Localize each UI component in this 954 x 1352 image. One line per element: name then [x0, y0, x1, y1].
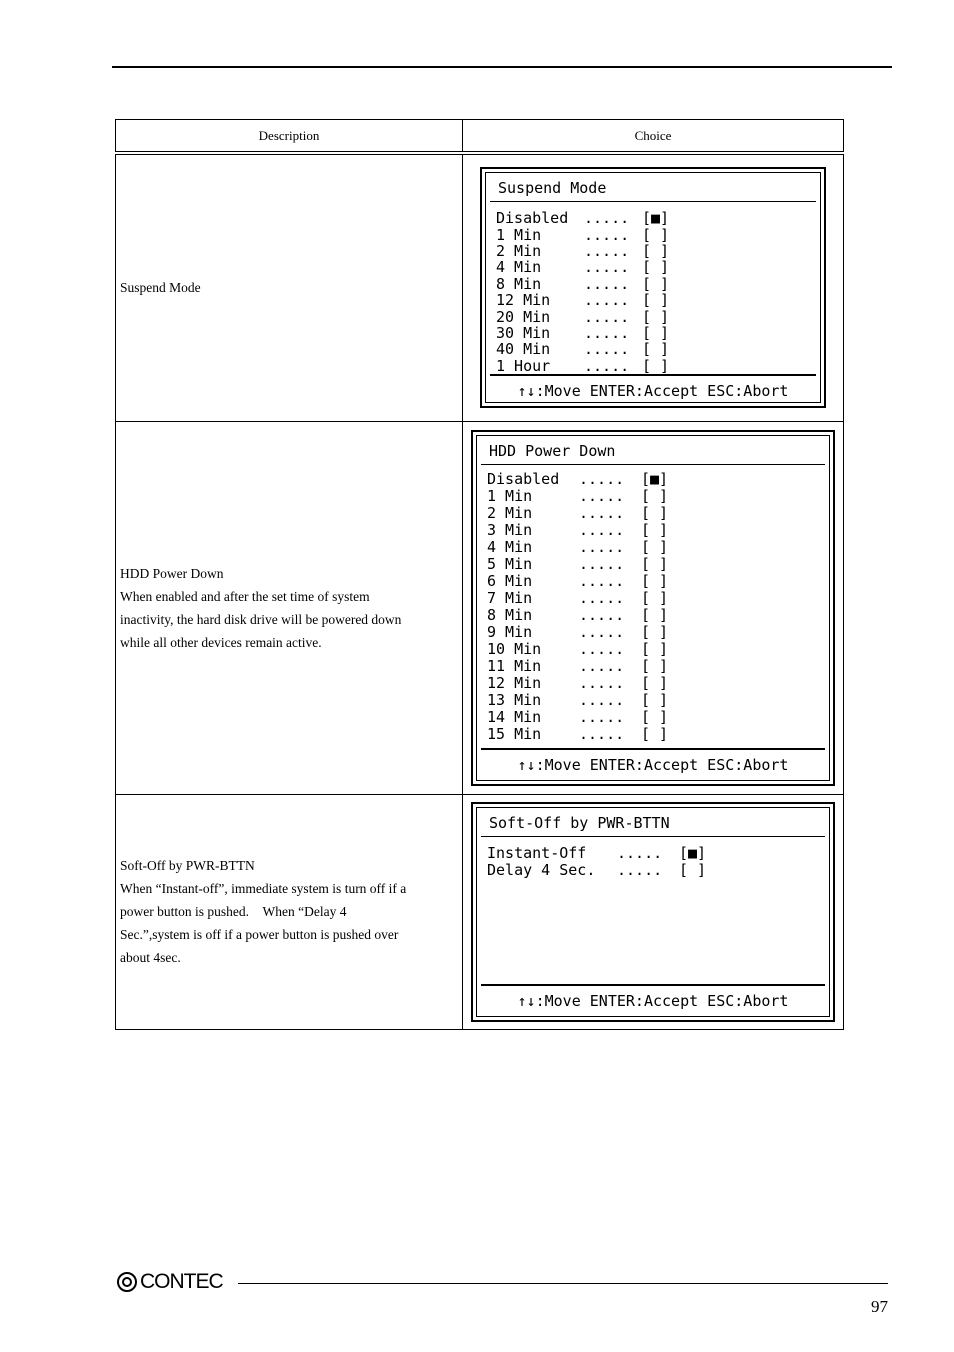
option-dots: .....	[579, 503, 625, 522]
description-cell	[116, 421, 463, 794]
option-dots: .....	[579, 605, 625, 624]
option-item[interactable]	[487, 471, 829, 488]
option-dots: .....	[579, 707, 625, 726]
option-item[interactable]	[487, 862, 829, 879]
bios-dialog-soft-off	[471, 802, 835, 1022]
option-item[interactable]	[496, 227, 820, 243]
option-checkbox[interactable]: [ ]	[642, 291, 670, 310]
option-item[interactable]	[487, 522, 829, 539]
option-item[interactable]	[487, 709, 829, 726]
option-checkbox[interactable]: [ ]	[642, 307, 670, 326]
description-line: Sec.”,system is off if a power button is pushed over	[120, 927, 399, 942]
option-checkbox[interactable]: [ ]	[641, 605, 669, 624]
option-checkbox[interactable]: [ ]	[679, 860, 707, 879]
option-item[interactable]	[487, 488, 829, 505]
table-header-row	[116, 120, 844, 154]
description-line: Soft-Off by PWR-BTTN	[120, 858, 255, 873]
description-line: When enabled and after the set time of system	[120, 588, 370, 604]
option-checkbox[interactable]: [ ]	[642, 274, 670, 293]
choice-cell	[463, 794, 844, 1029]
contec-logo-icon	[117, 1272, 137, 1292]
option-label: 5 Min	[487, 554, 533, 573]
description-text	[116, 276, 462, 299]
description-line: power button is pushed. When “Delay 4	[120, 904, 347, 919]
option-label: 4 Min	[496, 258, 542, 277]
option-label: 10 Min	[487, 639, 542, 658]
option-label: 14 Min	[487, 707, 542, 726]
option-dots: .....	[579, 520, 625, 539]
option-checkbox[interactable]: [ ]	[641, 554, 669, 573]
description-line: When “Instant-off”, immediate system is turn off if a	[120, 881, 407, 896]
option-label: 12 Min	[487, 673, 542, 692]
description-line: inactivity, the hard disk drive will be powered down	[120, 611, 402, 627]
dialog-key-hint: ↑↓:Move ENTER:Accept ESC:Abort	[490, 374, 816, 406]
option-item[interactable]	[496, 358, 820, 374]
option-item[interactable]	[487, 658, 829, 675]
option-dots: .....	[584, 242, 630, 261]
option-label: 4 Min	[487, 537, 533, 556]
option-checkbox[interactable]: [ ]	[641, 503, 669, 522]
option-dots: .....	[579, 724, 625, 743]
option-dots: .....	[617, 860, 663, 879]
option-label: Disabled	[487, 469, 560, 488]
option-item[interactable]	[496, 210, 820, 226]
option-checkbox[interactable]: [ ]	[642, 356, 670, 375]
option-item[interactable]	[487, 556, 829, 573]
option-checkbox[interactable]: [ ]	[642, 323, 670, 342]
option-dots: .....	[579, 639, 625, 658]
option-label: 6 Min	[487, 571, 533, 590]
description-line: while all other devices remain active.	[120, 634, 322, 650]
logo-text: CONTEC	[140, 1270, 223, 1293]
dialog-key-hint: ↑↓:Move ENTER:Accept ESC:Abort	[481, 748, 825, 780]
description-text	[116, 562, 462, 654]
option-dots: .....	[584, 323, 630, 342]
bios-dialog-hdd-power-down	[471, 430, 835, 786]
option-checkbox[interactable]: [ ]	[641, 724, 669, 743]
description-cell	[116, 794, 463, 1029]
option-label: 3 Min	[487, 520, 533, 539]
option-list	[477, 837, 829, 984]
option-checkbox[interactable]: [■]	[679, 843, 707, 862]
dialog-key-hint: ↑↓:Move ENTER:Accept ESC:Abort	[481, 984, 825, 1016]
table-row	[116, 794, 844, 1029]
option-dots: .....	[579, 571, 625, 590]
option-item[interactable]	[487, 845, 829, 862]
option-dots: .....	[584, 225, 630, 244]
dialog-title: HDD Power Down	[481, 436, 825, 465]
option-dots: .....	[579, 588, 625, 607]
option-dots: .....	[579, 622, 625, 641]
option-label: 1 Min	[496, 225, 542, 244]
dialog-title: Suspend Mode	[490, 173, 816, 202]
description-line: HDD Power Down	[120, 565, 224, 581]
option-label: 9 Min	[487, 622, 533, 641]
option-dots: .....	[579, 554, 625, 573]
option-list	[486, 202, 820, 374]
choice-cell	[463, 153, 844, 421]
description-line: about 4sec.	[120, 950, 181, 965]
option-checkbox[interactable]: [ ]	[642, 258, 670, 277]
bios-dialog-suspend-mode	[480, 167, 826, 408]
option-dots: .....	[584, 274, 630, 293]
option-label: 12 Min	[496, 291, 551, 310]
option-dots: .....	[584, 291, 630, 310]
option-checkbox[interactable]: [ ]	[642, 225, 670, 244]
choice-cell	[463, 421, 844, 794]
description-line: Suspend Mode	[120, 280, 201, 296]
option-label: Disabled	[496, 209, 569, 228]
option-label: 7 Min	[487, 588, 533, 607]
description-cell	[116, 153, 463, 421]
option-dots: .....	[579, 673, 625, 692]
option-item[interactable]	[487, 726, 829, 743]
option-label: 40 Min	[496, 340, 551, 359]
option-dots: .....	[584, 307, 630, 326]
option-item[interactable]	[487, 573, 829, 590]
option-item[interactable]	[487, 590, 829, 607]
option-item[interactable]	[487, 675, 829, 692]
option-label: 2 Min	[487, 503, 533, 522]
option-label: Instant-Off	[487, 843, 587, 862]
option-label: 13 Min	[487, 690, 542, 709]
option-label: 8 Min	[496, 274, 542, 293]
header-rule	[112, 66, 892, 68]
option-label: 11 Min	[487, 656, 542, 675]
option-label: Delay 4 Sec.	[487, 860, 596, 879]
option-checkbox[interactable]: [■]	[641, 469, 669, 488]
option-dots: .....	[579, 656, 625, 675]
option-checkbox[interactable]: [ ]	[641, 622, 669, 641]
page-number: 97	[871, 1297, 888, 1316]
option-item[interactable]	[487, 607, 829, 624]
option-checkbox[interactable]: [ ]	[641, 656, 669, 675]
column-header-description: Description	[116, 120, 463, 154]
option-checkbox[interactable]: [■]	[642, 209, 670, 228]
description-text	[116, 854, 462, 969]
option-item[interactable]	[487, 624, 829, 641]
option-dots: .....	[579, 469, 625, 488]
option-item[interactable]	[487, 539, 829, 556]
table-row	[116, 421, 844, 794]
contec-logo	[117, 1270, 223, 1294]
option-label: 2 Min	[496, 242, 542, 261]
option-checkbox[interactable]: [ ]	[642, 340, 670, 359]
option-item[interactable]	[496, 243, 820, 259]
option-label: 20 Min	[496, 307, 551, 326]
option-dots: .....	[584, 340, 630, 359]
option-item[interactable]	[496, 276, 820, 292]
option-label: 1 Min	[487, 486, 533, 505]
option-dots: .....	[579, 486, 625, 505]
settings-table	[115, 119, 844, 1030]
option-checkbox[interactable]: [ ]	[642, 242, 670, 261]
option-dots: .....	[584, 356, 630, 375]
option-checkbox[interactable]: [ ]	[641, 486, 669, 505]
option-dots: .....	[584, 209, 630, 228]
option-checkbox[interactable]: [ ]	[641, 673, 669, 692]
option-label: 15 Min	[487, 724, 542, 743]
option-item[interactable]	[496, 309, 820, 325]
option-checkbox[interactable]: [ ]	[641, 520, 669, 539]
option-item[interactable]	[496, 292, 820, 308]
option-label: 1 Hour	[496, 356, 551, 375]
option-label: 8 Min	[487, 605, 533, 624]
option-dots: .....	[579, 690, 625, 709]
option-checkbox[interactable]: [ ]	[641, 588, 669, 607]
dialog-title: Soft-Off by PWR-BTTN	[481, 808, 825, 837]
option-checkbox[interactable]: [ ]	[641, 639, 669, 658]
option-checkbox[interactable]: [ ]	[641, 571, 669, 590]
option-checkbox[interactable]: [ ]	[641, 537, 669, 556]
column-header-choice: Choice	[463, 120, 844, 154]
option-checkbox[interactable]: [ ]	[641, 707, 669, 726]
table-row	[116, 153, 844, 421]
option-label: 30 Min	[496, 323, 551, 342]
option-item[interactable]	[496, 341, 820, 357]
option-checkbox[interactable]: [ ]	[641, 690, 669, 709]
option-dots: .....	[584, 258, 630, 277]
option-item[interactable]	[487, 692, 829, 709]
option-dots: .....	[579, 537, 625, 556]
option-item[interactable]	[496, 259, 820, 275]
option-item[interactable]	[487, 505, 829, 522]
option-item[interactable]	[496, 325, 820, 341]
option-list	[477, 465, 829, 748]
footer-rule	[238, 1283, 888, 1284]
option-item[interactable]	[487, 641, 829, 658]
option-dots: .....	[617, 843, 663, 862]
